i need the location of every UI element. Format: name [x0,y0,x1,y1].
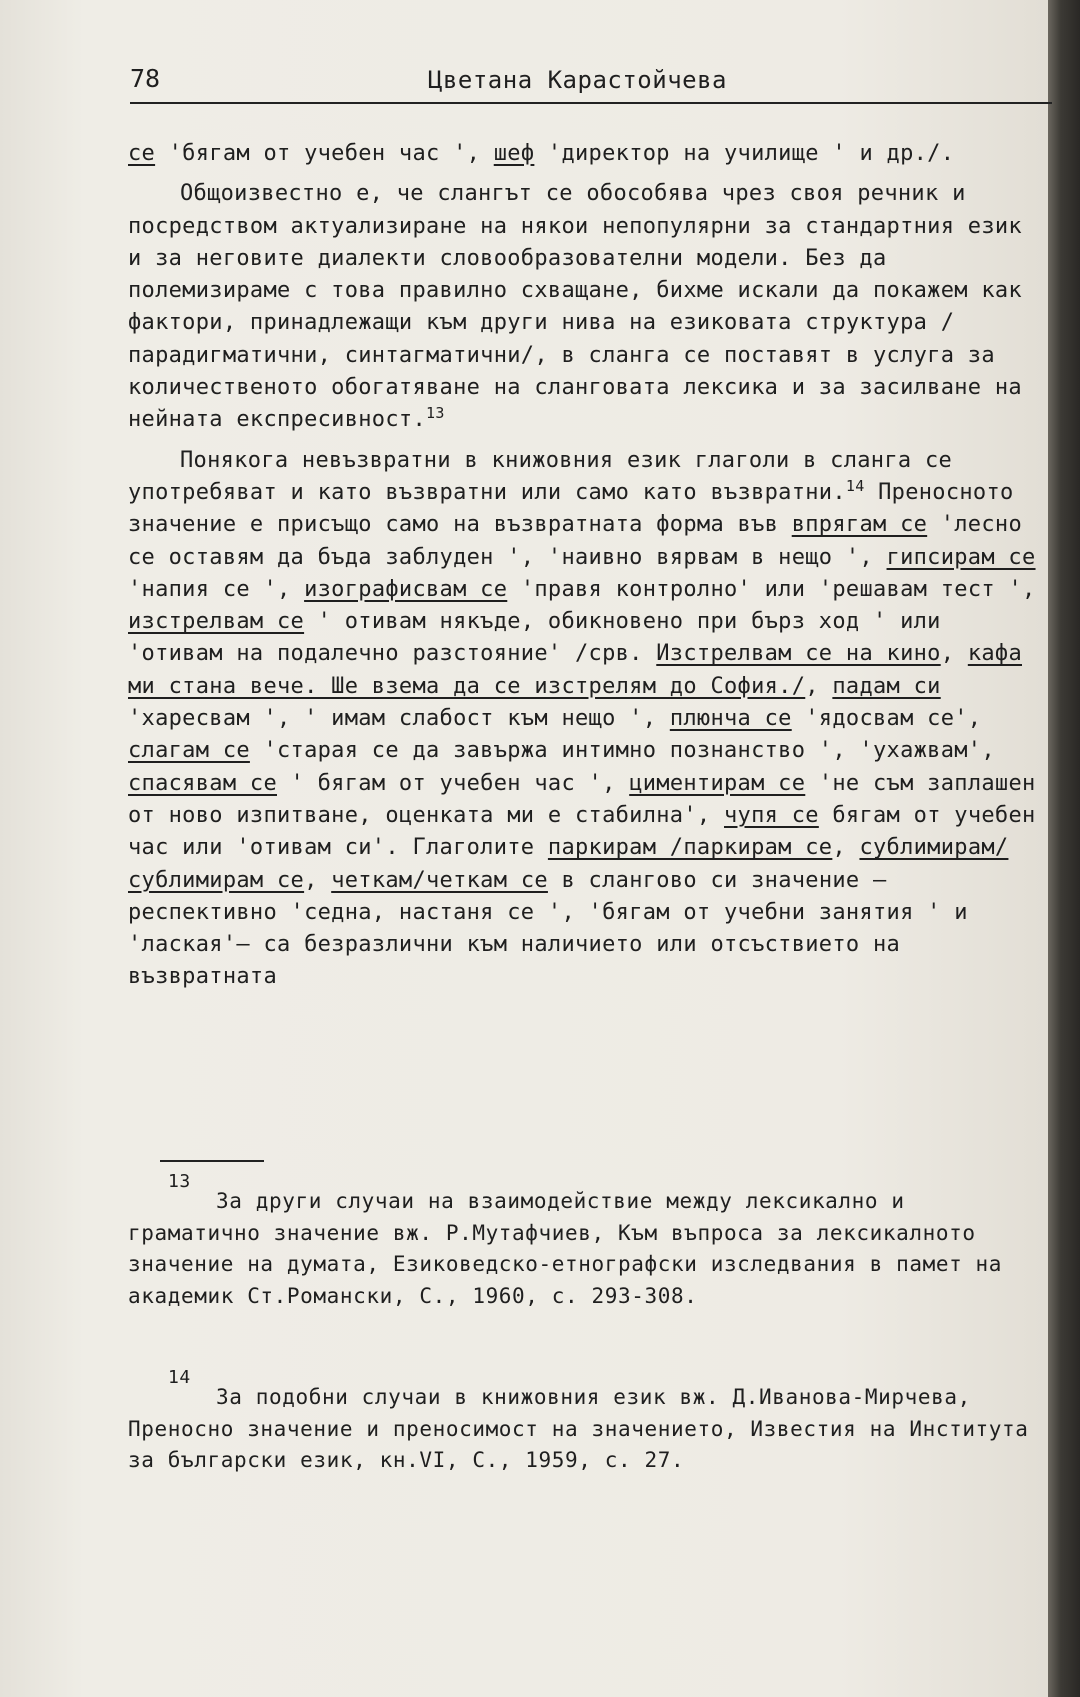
slang-word: изографисвам се [304,576,508,602]
text-run: , [304,867,332,893]
slang-word: впрягам се [791,512,928,538]
paragraph-text: Общоизвестно е, че слангът се обособява чрез своя речник и посредством актуализиране на някои непопулярни за стандартния език и за неговите диалекти словообразователни модели. Без да полемизираме с това правилно схващане, бихме искали да покажем как фактори, принадлежащи към други нива на езиковата структура /парадигматични, синтагматични/, в сланга се поставят в услуга за количественото обогатяване на сланговата лексика и за засилване на нейната експресивност. [128,181,1022,433]
text-run: 'бягам от учебен час ', [155,141,494,166]
text-run: 'ядосвам се', [791,706,982,732]
text-run: 'не съм заплашен от ново изпитване, оценката ми е стабилна', [128,770,1036,828]
continuation-line [128,138,1038,170]
page-header [130,62,1052,104]
text-run: в слангово си значение – респективно 'седна, настаня се ', 'бягам от учебни занятия ' и 'лаская'– са безразлични към наличието или отсъствието на възвратната [128,867,968,990]
slang-example: Изстрелвам се на кино [656,641,941,667]
text-run: 'напия се ', [128,576,305,602]
footnote-14 [128,1367,1038,1477]
slang-word: шеф [493,141,535,166]
text-run: 'правя контролно' или 'решавам тест ', [507,576,1036,602]
slang-word: падам си [832,673,941,699]
text-run: бягам от учебен час или 'отивам си'. Глаголите [128,802,1036,861]
slang-word: чупя се [724,802,819,828]
text-run: ' отивам някъде, обикновено при бърз ход ' или 'отивам на подалечно разстояние' /срв. [128,609,941,667]
text-run: 'лесно се оставям да бъда заблуден ', 'наивно вярвам в нещо ', [128,512,1022,570]
footnote-text: За подобни случаи в книжовния език вж. Д.Иванова-Мирчева, Преносно значение и преносимост на значението, Известия на Института за български език, кн.VI, С., 1959, с. 27. [128,1385,1029,1472]
text-run: , [832,835,860,861]
slang-word: слагам се [128,738,250,764]
slang-word: сублимирам/ сублимирам се [128,835,1009,893]
slang-word: циментирам се [629,770,806,796]
slang-word: изстрелвам се [128,609,305,635]
slang-word: се [128,141,156,166]
slang-word: спасявам се [128,770,277,796]
text-run: 'директор на училище ' и др./. [534,141,955,166]
text-run: 'харесвам ', ' имам слабост към нещо ', [128,706,670,732]
text-run: Преносното значение е присъщо само на възвратната форма във [128,479,1014,538]
footnote-text: За други случаи на взаимодействие между лексикално и граматично значение вж. Р.Мутафчиев, Към въпроса за лексикалното значение на думата, Езиковедско-етнографски изследвания в памет на академик Ст.Романски, С., 1960, с. 293-308. [128,1189,1003,1308]
text-run: ' бягам от учебен час ', [277,770,630,796]
footnote-number: 13 [168,1171,191,1192]
slang-word: гипсирам се [886,544,1036,570]
text-run: 'старая се да завържа интимно познанство ', 'ухажвам', [249,738,995,764]
text-run: Понякога невъзвратни в книжовния език глаголи в сланга се употребяват и като възвратни или само като възвратни. [128,447,953,505]
footnote-13 [128,1171,1038,1312]
paragraph-1 [128,178,1038,436]
slang-word: плюнча се [669,706,792,732]
footnote-number: 14 [168,1367,191,1388]
text-run: , [940,641,968,667]
book-spine [1048,0,1080,1697]
page-number: 78 [130,64,161,93]
footnote-ref-14: 14 [845,476,865,495]
text-run: , [805,673,833,699]
footnote-separator [160,1160,264,1162]
slang-example: кафа ми стана вече. Ше взема да се изстрелям до София./ [128,641,1022,699]
slang-word: четкам/четкам се [331,867,548,893]
body-text [128,138,1038,994]
footnote-ref-13: 13 [426,404,445,423]
slang-word: паркирам /паркирам се [547,835,833,861]
running-title: Цветана Карастойчева [428,66,727,94]
paragraph-2 [128,445,1038,994]
